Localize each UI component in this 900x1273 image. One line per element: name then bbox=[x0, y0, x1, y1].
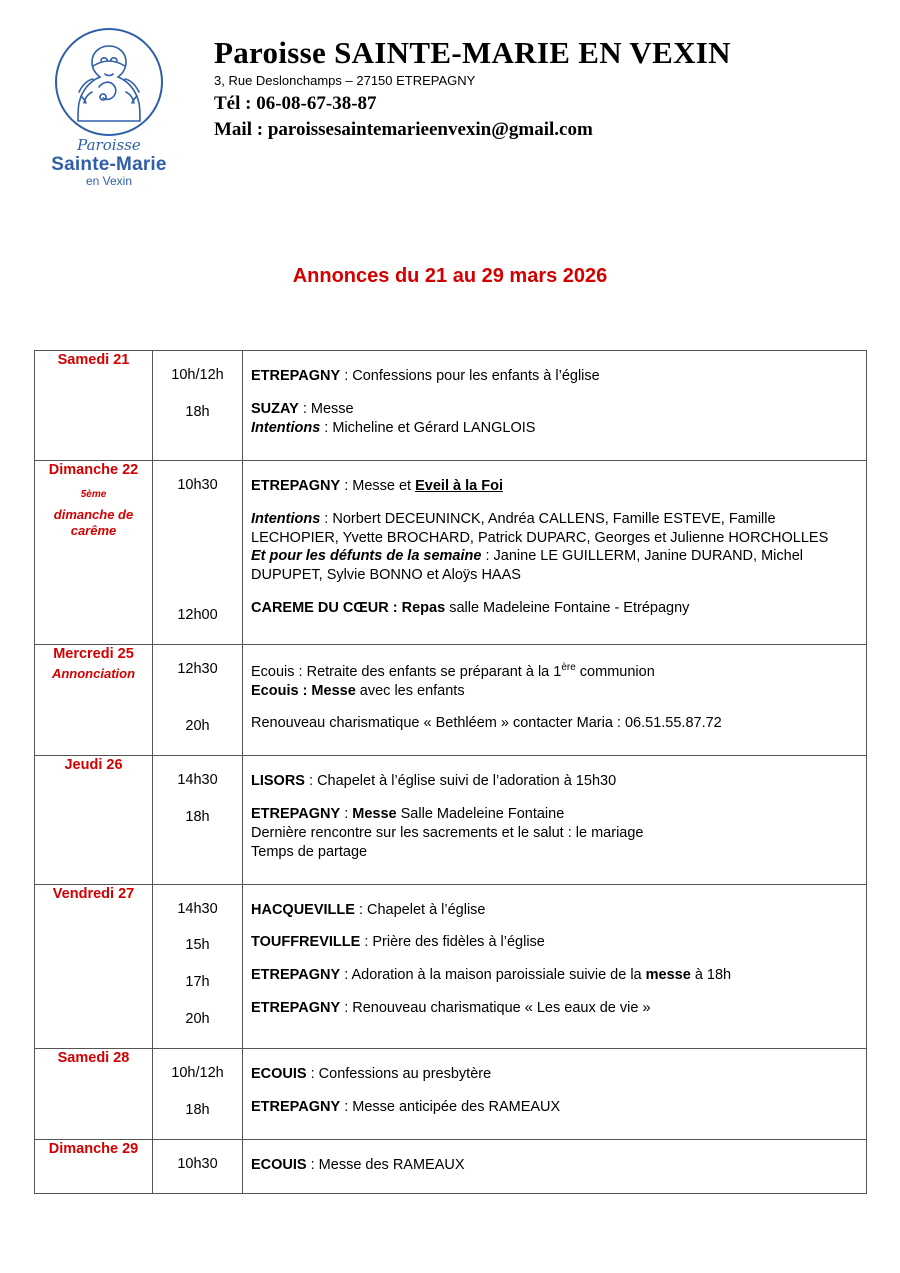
parish-logo bbox=[34, 22, 184, 187]
time-cell bbox=[153, 756, 243, 884]
logo-sub-line: en Vexin bbox=[85, 173, 133, 188]
spacer bbox=[153, 392, 242, 402]
day-feast-label: Annonciation bbox=[51, 666, 136, 681]
event-description: ETREPAGNY : Confessions pour les enfants à l’église bbox=[251, 368, 600, 385]
spacer bbox=[243, 987, 866, 997]
parish-telephone bbox=[214, 91, 866, 117]
day-label: Dimanche 22 bbox=[48, 461, 139, 478]
day-sub-label: $^{5ème}$ dimanche de carême bbox=[53, 488, 134, 538]
day-cell bbox=[35, 351, 153, 461]
event-description: SUZAY : Messe Intentions : Micheline et Gérard LANGLOIS bbox=[251, 401, 536, 436]
spacer bbox=[243, 498, 866, 508]
time-cell bbox=[153, 351, 243, 461]
day-cell bbox=[35, 1139, 153, 1193]
time-label: 14h30 bbox=[177, 772, 218, 789]
time-label: 12h30 bbox=[177, 660, 218, 677]
description-cell bbox=[243, 644, 867, 755]
parish-title: Paroisse SAINTE-MARIE EN VEXIN bbox=[214, 35, 731, 70]
day-label: Jeudi 26 bbox=[64, 757, 123, 774]
time-label: 17h bbox=[185, 974, 210, 991]
logo-script-line: Paroisse bbox=[77, 136, 141, 154]
spacer bbox=[153, 502, 242, 512]
spacer bbox=[153, 925, 242, 935]
logo-name-line: Sainte-Marie bbox=[51, 153, 167, 175]
description-cell bbox=[243, 351, 867, 461]
time-label bbox=[153, 512, 242, 595]
description-cell bbox=[243, 460, 867, 644]
time-label: 12h00 bbox=[177, 607, 218, 624]
description-cell bbox=[243, 1139, 867, 1193]
event-description: HACQUEVILLE : Chapelet à l’église bbox=[251, 901, 486, 918]
event-description: ETREPAGNY : Renouveau charismatique « Les eaux de vie » bbox=[251, 1000, 651, 1017]
time-label: 10h30 bbox=[177, 1155, 218, 1172]
time-label: 20h bbox=[185, 1011, 210, 1028]
spacer bbox=[243, 1086, 866, 1096]
event-description: ETREPAGNY : Messe anticipée des RAMEAUX bbox=[251, 1098, 561, 1115]
table-row bbox=[35, 644, 867, 755]
spacer bbox=[153, 797, 242, 807]
event-description: ETREPAGNY : Messe et Eveil à la Foi bbox=[251, 477, 503, 494]
document-header bbox=[34, 22, 866, 187]
time-label: 20h bbox=[185, 718, 210, 735]
time-label: 15h bbox=[185, 937, 210, 954]
schedule-body bbox=[35, 351, 867, 1193]
event-description: Intentions : Norbert DECEUNINCK, Andréa CALLENS, Famille ESTEVE, Famille LECHOPIER, Yvette BROCHARD, Patrick DUPARC, Georges et Julienne HORCHOLLES Et pour les défunts de la semaine : Janine LE GUILLERM, Janine DURAND, Michel DUPUPET, Sylvie BONNO et Aloÿs HAAS bbox=[251, 510, 829, 584]
logo-wordmark bbox=[51, 138, 166, 187]
telephone-value: 06-08-67-38-87 bbox=[256, 93, 377, 115]
event-description: Renouveau charismatique « Bethléem » contacter Maria : 06.51.55.87.72 bbox=[251, 715, 722, 732]
spacer bbox=[243, 587, 866, 597]
logo-circle bbox=[55, 28, 163, 136]
table-row bbox=[35, 884, 867, 1048]
spacer bbox=[243, 954, 866, 964]
time-label: 18h bbox=[185, 404, 210, 421]
time-cell bbox=[153, 644, 243, 755]
table-row bbox=[35, 756, 867, 884]
event-description: ETREPAGNY : Adoration à la maison paroissiale suivie de la messe à 18h bbox=[251, 967, 732, 984]
event-description: ETREPAGNY : Messe Salle Madeleine Fontaine Dernière rencontre sur les sacrements et le salut : le mariage Temps de partage bbox=[251, 806, 644, 860]
time-label: 14h30 bbox=[177, 900, 218, 917]
day-label: Samedi 21 bbox=[57, 352, 130, 369]
time-label: 18h bbox=[185, 809, 210, 826]
time-label: 18h bbox=[185, 1101, 210, 1118]
time-label: 10h/12h bbox=[171, 1064, 224, 1081]
event-description: Ecouis : Retraite des enfants se préparant à la 1ère communion Ecouis : Messe avec les enfants bbox=[251, 661, 655, 699]
event-description: CAREME DU CŒUR : Repas salle Madeleine Fontaine - Etrépagny bbox=[251, 600, 690, 617]
day-label: Samedi 28 bbox=[57, 1049, 130, 1066]
schedule-table bbox=[34, 350, 867, 1193]
time-cell bbox=[153, 460, 243, 644]
announcement-title: Annonces du 21 au 29 mars 2026 bbox=[292, 265, 608, 288]
time-cell bbox=[153, 1139, 243, 1193]
spacer bbox=[153, 999, 242, 1009]
header-text-block bbox=[194, 22, 866, 142]
day-cell bbox=[35, 644, 153, 755]
day-cell bbox=[35, 1048, 153, 1139]
email-value: paroissesaintemarieenvexin@gmail.com bbox=[267, 118, 593, 140]
spacer bbox=[243, 921, 866, 931]
event-description: ECOUIS : Confessions au presbytère bbox=[251, 1065, 492, 1082]
description-cell bbox=[243, 884, 867, 1048]
event-description: LISORS : Chapelet à l’église suivi de l’adoration à 15h30 bbox=[251, 773, 617, 790]
time-cell bbox=[153, 884, 243, 1048]
description-cell bbox=[243, 756, 867, 884]
spacer bbox=[243, 702, 866, 712]
day-cell bbox=[35, 756, 153, 884]
spacer bbox=[153, 706, 242, 716]
event-description: TOUFFREVILLE : Prière des fidèles à l’église bbox=[251, 934, 545, 951]
time-label: 10h30 bbox=[177, 476, 218, 493]
parish-email bbox=[214, 117, 866, 143]
spacer bbox=[153, 962, 242, 972]
table-row bbox=[35, 1139, 867, 1193]
day-cell bbox=[35, 884, 153, 1048]
telephone-label: Tél : bbox=[214, 93, 252, 115]
virgin-and-child-icon bbox=[57, 30, 161, 134]
description-cell bbox=[243, 1048, 867, 1139]
table-row bbox=[35, 351, 867, 461]
spacer bbox=[243, 388, 866, 398]
table-row bbox=[35, 460, 867, 644]
parish-address: 3, Rue Deslonchamps – 27150 ETREPAGNY bbox=[214, 73, 476, 89]
day-label: Mercredi 25 bbox=[53, 645, 134, 662]
day-label: Dimanche 29 bbox=[48, 1140, 139, 1157]
spacer bbox=[153, 1090, 242, 1100]
spacer bbox=[153, 595, 242, 605]
time-cell bbox=[153, 1048, 243, 1139]
day-label: Vendredi 27 bbox=[52, 885, 135, 902]
table-row bbox=[35, 1048, 867, 1139]
spacer bbox=[243, 793, 866, 803]
day-cell bbox=[35, 460, 153, 644]
time-label: 10h/12h bbox=[171, 367, 224, 384]
event-description: ECOUIS : Messe des RAMEAUX bbox=[251, 1156, 465, 1173]
email-label: Mail : bbox=[214, 118, 264, 140]
